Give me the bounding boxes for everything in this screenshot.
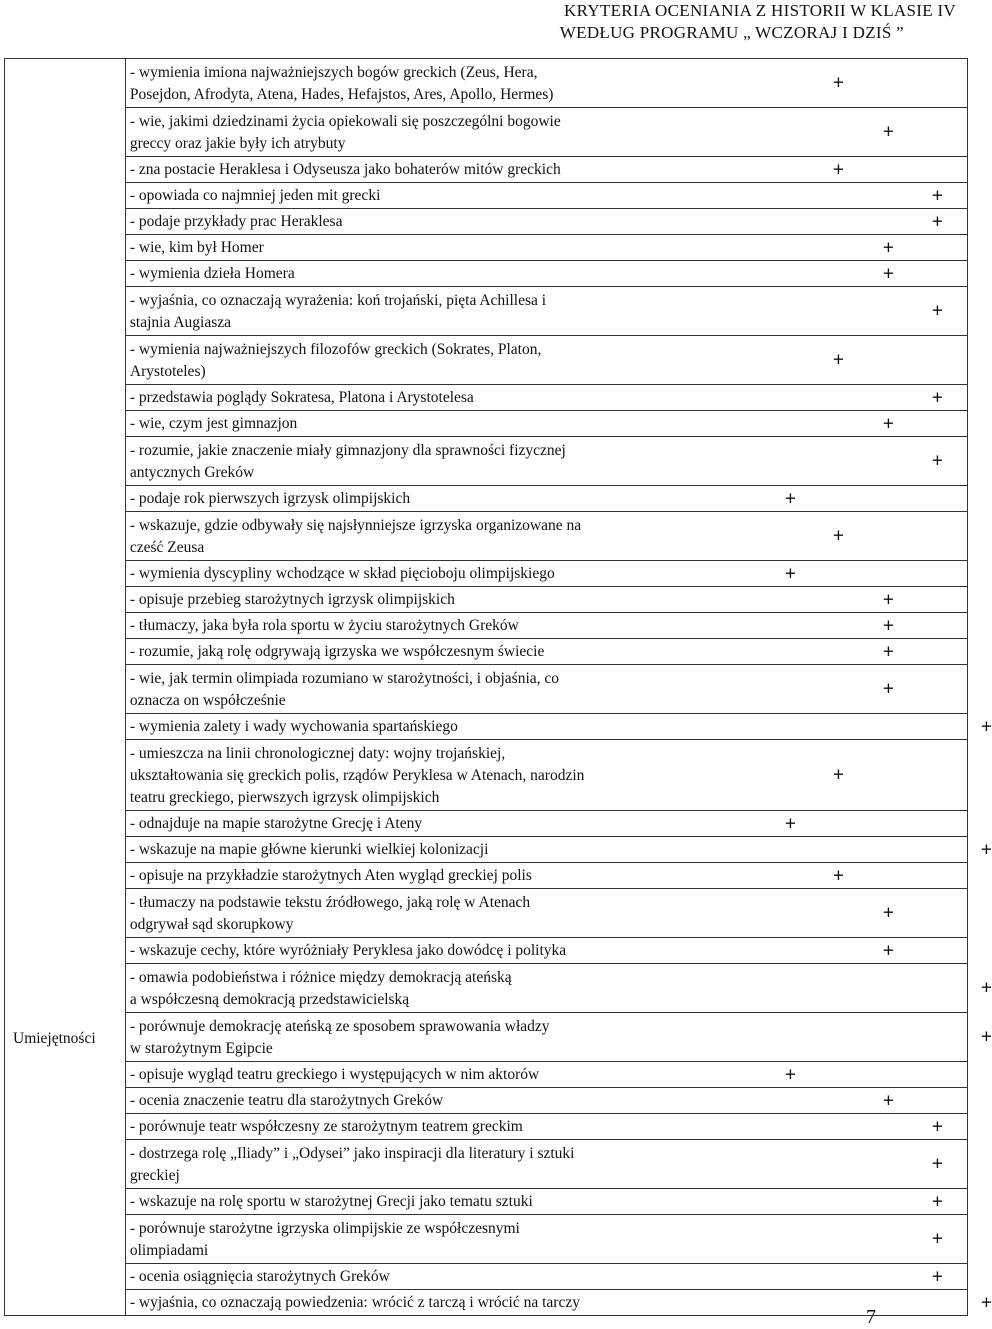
criterion-text	[126, 715, 764, 738]
criterion-line: - podaje przykłady prac Heraklesa	[129, 213, 343, 230]
criterion-line: - opowiada co najmniej jeden mit grecki	[129, 187, 381, 204]
criterion-text	[126, 1063, 714, 1086]
criterion-row	[126, 1140, 967, 1189]
plus-mark: +	[980, 716, 992, 737]
plus-mark: +	[980, 1292, 992, 1313]
criterion-text	[126, 614, 714, 637]
criterion-row	[126, 287, 967, 336]
criterion-text	[126, 1142, 764, 1187]
criterion-line: - wie, czym jest gimnazjon	[129, 415, 298, 432]
plus-mark: +	[784, 488, 796, 509]
criterion-line: - przedstawia poglądy Sokratesa, Platona i Arystotelesa	[129, 389, 474, 406]
plus-mark: +	[931, 211, 943, 232]
criterion-line: - wymienia zalety i wady wychowania spartańskiego	[129, 718, 458, 735]
plus-mark: +	[784, 563, 796, 584]
category-label: Umiejętności	[13, 1030, 96, 1047]
plus-mark: +	[784, 1064, 796, 1085]
criterion-text	[126, 1089, 714, 1112]
criterion-text	[126, 236, 714, 259]
document-header	[0, 0, 956, 44]
plus-mark: +	[980, 1026, 992, 1048]
criterion-text	[126, 742, 714, 809]
criterion-row	[126, 964, 992, 1013]
criterion-text	[126, 487, 714, 510]
criteria-list	[126, 59, 992, 1315]
criterion-line: - wie, kim był Homer	[129, 239, 264, 256]
criterion-line: - rozumie, jakie znaczenie miały gimnazjony dla sprawności fizycznej	[129, 441, 566, 459]
criterion-text	[126, 667, 714, 712]
criterion-text	[126, 514, 714, 559]
criterion-text	[126, 939, 714, 962]
criterion-line: - zna postacie Heraklesa i Odyseusza jako bohaterów mitów greckich	[129, 161, 561, 178]
criterion-row	[126, 437, 967, 486]
plus-mark: +	[980, 839, 992, 860]
plus-mark: +	[832, 764, 844, 786]
criterion-line: - wyjaśnia, co oznaczają wyrażenia: koń trojański, pięta Achillesa i	[129, 291, 547, 309]
plus-mark: +	[980, 977, 992, 999]
plus-mark: +	[931, 300, 943, 322]
criterion-line: antycznych Greków	[129, 463, 255, 481]
criterion-text	[126, 158, 714, 181]
criterion-line: - odnajduje na mapie starożytne Grecję i Ateny	[129, 815, 423, 832]
plus-mark: +	[882, 237, 894, 258]
criterion-line: - umieszcza na linii chronologicznej daty: wojny trojańskiej,	[129, 744, 506, 762]
criterion-line: greckiej	[129, 1166, 180, 1184]
criterion-line: - wskazuje, gdzie odbywały się najsłynniejsze igrzyska organizowane na	[129, 516, 582, 534]
page-number: 7	[866, 1306, 876, 1328]
criterion-line: - wymienia dzieła Homera	[129, 265, 295, 282]
criterion-line: - omawia podobieństwa i różnice między demokracją ateńską	[129, 968, 512, 986]
criterion-row	[126, 512, 967, 561]
criterion-text	[126, 891, 714, 936]
plus-mark: +	[832, 349, 844, 371]
criterion-row	[126, 411, 967, 437]
criterion-line: - porównuje teatr współczesny ze starożytnym teatrem greckim	[129, 1118, 523, 1135]
criterion-line: odgrywał sąd skorupkowy	[129, 915, 294, 933]
criterion-row	[126, 1062, 967, 1088]
criterion-text	[126, 562, 714, 585]
criterion-row	[126, 59, 967, 108]
plus-mark: +	[931, 1153, 943, 1175]
criterion-row	[126, 740, 967, 811]
plus-mark: +	[832, 865, 844, 886]
criterion-row	[126, 665, 967, 714]
plus-mark: +	[931, 1116, 943, 1137]
criterion-row	[126, 811, 967, 837]
criterion-text	[126, 210, 764, 233]
criterion-row	[126, 1264, 967, 1290]
criterion-row	[126, 108, 967, 157]
criterion-row	[126, 261, 967, 287]
plus-mark: +	[931, 1191, 943, 1212]
criterion-text	[126, 1190, 764, 1213]
criterion-text	[126, 184, 764, 207]
criterion-row	[126, 639, 967, 665]
criterion-row	[126, 613, 967, 639]
criterion-row	[126, 183, 967, 209]
criterion-line: - wymienia imiona najważniejszych bogów greckich (Zeus, Hera,	[129, 63, 538, 81]
criterion-row	[126, 235, 967, 261]
plus-mark: +	[832, 159, 844, 180]
criterion-row	[126, 889, 967, 938]
criterion-row	[126, 561, 967, 587]
criterion-line: - porównuje starożytne igrzyska olimpijskie ze współczesnymi	[129, 1219, 520, 1237]
criterion-text	[126, 1291, 764, 1314]
header-line-2: WEDŁUG PROGRAMU „ WCZORAJ I DZIŚ ”	[559, 23, 904, 42]
criterion-line: - opisuje na przykładzie starożytnych Aten wygląd greckiej polis	[129, 867, 532, 884]
criterion-row	[126, 486, 967, 512]
criterion-line: - wyjaśnia, co oznaczają powiedzenia: wrócić z tarczą i wrócić na tarczy	[129, 1294, 580, 1311]
criterion-line: oznacza on współcześnie	[129, 691, 286, 709]
criterion-row	[126, 1013, 992, 1062]
criterion-line: - wie, jak termin olimpiada rozumiano w starożytności, i objaśnia, co	[129, 669, 560, 687]
criterion-line: olimpiadami	[129, 1241, 209, 1259]
plus-mark: +	[784, 813, 796, 834]
plus-mark: +	[882, 641, 894, 662]
criterion-row	[126, 1290, 992, 1315]
criterion-text	[126, 412, 714, 435]
criterion-line: - wymienia dyscypliny wchodzące w skład pięcioboju olimpijskiego	[129, 565, 555, 582]
criterion-line: - ocenia osiągnięcia starożytnych Greków	[129, 1268, 390, 1285]
criterion-text	[126, 262, 714, 285]
criterion-row	[126, 1088, 967, 1114]
criterion-line: - rozumie, jaką rolę odgrywają igrzyska we współczesnym świecie	[129, 643, 545, 660]
plus-mark: +	[931, 185, 943, 206]
criterion-line: stajnia Augiasza	[129, 313, 232, 331]
criterion-text	[126, 1265, 764, 1288]
criterion-text	[126, 61, 714, 106]
criterion-text	[126, 1217, 764, 1262]
criterion-line: - porównuje demokrację ateńską ze sposobem sprawowania władzy	[129, 1017, 550, 1035]
criterion-text	[126, 1015, 764, 1060]
criterion-row	[126, 209, 967, 235]
criterion-line: - wskazuje cechy, które wyróżniały Peryklesa jako dowódcę i polityka	[129, 942, 567, 959]
criterion-line: w starożytnym Egipcie	[129, 1039, 273, 1057]
criterion-row	[126, 714, 992, 740]
criterion-row	[126, 1114, 967, 1140]
criterion-line: - dostrzega rolę „Iliady” i „Odysei” jako inspiracji dla literatury i sztuki	[129, 1144, 575, 1162]
criterion-line: greccy oraz jakie były ich atrybuty	[129, 134, 346, 152]
criterion-line: - opisuje przebieg starożytnych igrzysk olimpijskich	[129, 591, 455, 608]
criterion-text	[126, 386, 764, 409]
criterion-line: Posejdon, Afrodyta, Atena, Hades, Hefajstos, Ares, Apollo, Hermes)	[129, 85, 554, 103]
plus-mark: +	[882, 615, 894, 636]
plus-mark: +	[882, 678, 894, 700]
criterion-line: - wie, jakimi dziedzinami życia opiekowali się poszczególni bogowie	[129, 112, 561, 130]
criterion-line: - tłumaczy, jaka była rola sportu w życiu starożytnych Greków	[129, 617, 519, 634]
criterion-line: - ocenia znaczenie teatru dla starożytnych Greków	[129, 1092, 444, 1109]
plus-mark: +	[931, 1228, 943, 1250]
plus-mark: +	[832, 525, 844, 547]
criterion-line: - wskazuje na mapie główne kierunki wielkiej kolonizacji	[129, 841, 489, 858]
criterion-text	[126, 588, 714, 611]
plus-mark: +	[882, 1090, 894, 1111]
category-cell	[5, 59, 126, 1316]
criterion-text	[126, 338, 714, 383]
criterion-line: - opisuje wygląd teatru greckiego i występujących w nim aktorów	[129, 1066, 540, 1083]
plus-mark: +	[931, 450, 943, 472]
criterion-text	[126, 439, 764, 484]
plus-mark: +	[931, 387, 943, 408]
criterion-row	[126, 1215, 967, 1264]
criterion-row	[126, 587, 967, 613]
criterion-row	[126, 938, 967, 964]
criterion-text	[126, 966, 764, 1011]
criterion-line: ukształtowania się greckich polis, rządów Peryklesa w Atenach, narodzin	[129, 766, 585, 784]
plus-mark: +	[882, 589, 894, 610]
plus-mark: +	[931, 1266, 943, 1287]
criteria-table	[4, 58, 992, 1316]
header-line-1: KRYTERIA OCENIANIA Z HISTORII W KLASIE IV	[564, 1, 956, 20]
criterion-line: a współczesną demokracją przedstawicielską	[129, 990, 410, 1008]
criterion-line: - tłumaczy na podstawie tekstu źródłowego, jaką rolę w Atenach	[129, 893, 531, 911]
plus-mark: +	[882, 121, 894, 143]
criteria-cell	[125, 59, 992, 1316]
criterion-line: - wskazuje na rolę sportu w starożytnej Grecji jako tematu sztuki	[129, 1193, 533, 1210]
criterion-text	[126, 289, 764, 334]
plus-mark: +	[882, 413, 894, 434]
plus-mark: +	[882, 263, 894, 284]
criterion-row	[126, 837, 992, 863]
criterion-row	[126, 385, 967, 411]
criterion-line: teatru greckiego, pierwszych igrzysk olimpijskich	[129, 788, 440, 806]
criterion-row	[126, 1189, 967, 1215]
criterion-text	[126, 110, 714, 155]
criterion-row	[126, 157, 967, 183]
criterion-line: - podaje rok pierwszych igrzysk olimpijskich	[129, 490, 411, 507]
criterion-text	[126, 838, 764, 861]
criterion-line: - wymienia najważniejszych filozofów greckich (Sokrates, Platon,	[129, 340, 542, 358]
criterion-line: Arystoteles)	[129, 362, 206, 380]
criterion-row	[126, 336, 967, 385]
plus-mark: +	[832, 72, 844, 94]
plus-mark: +	[882, 902, 894, 924]
criterion-line: cześć Zeusa	[129, 538, 205, 556]
criterion-text	[126, 812, 714, 835]
criterion-text	[126, 864, 714, 887]
criterion-text	[126, 640, 714, 663]
criterion-row	[126, 863, 967, 889]
criterion-text	[126, 1115, 764, 1138]
plus-mark: +	[882, 940, 894, 961]
